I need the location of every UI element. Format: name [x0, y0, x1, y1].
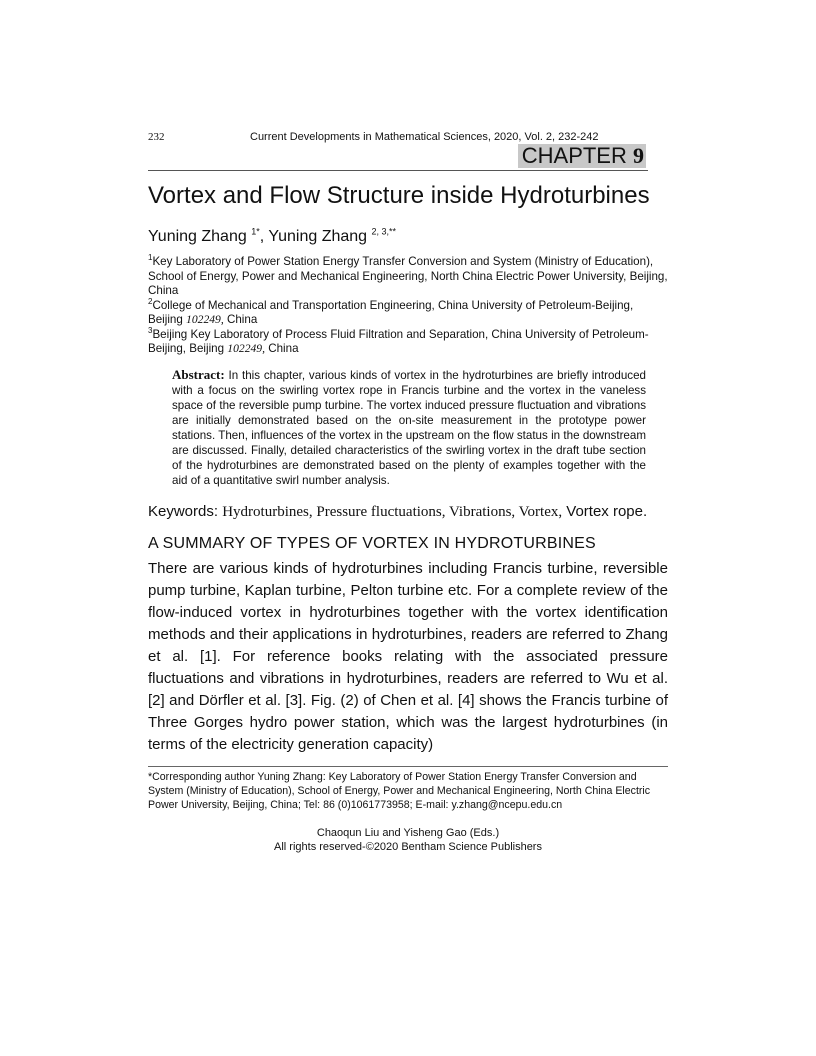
affil-text: Beijing Key Laboratory of Process Fluid Filtration and Separation, China University of Petroleum-Beijing, Beijing — [148, 327, 649, 355]
footnote-rule — [148, 766, 668, 767]
abstract-label: Abstract: — [172, 366, 225, 382]
publication-info — [148, 826, 668, 874]
page-number: 232 — [148, 131, 165, 143]
section-heading: A SUMMARY OF TYPES OF VORTEX IN HYDROTURBINES — [148, 534, 596, 552]
keywords-tail: Vortex rope. — [566, 502, 648, 520]
affil-text: College of Mechanical and Transportation Engineering, China University of Petroleum-Beijing, Beijing — [148, 298, 634, 326]
affil-text: Key Laboratory of Power Station Energy Transfer Conversion and System (Ministry of Education), School of Energy, Power and Mechanical Engineering, North China Electric Power University, Beijing, China — [148, 255, 668, 297]
page-content — [148, 0, 668, 874]
postal-code: 102249, — [186, 313, 224, 326]
affiliation — [148, 325, 668, 357]
chapter-number: 9 — [633, 143, 644, 168]
footnote: *Corresponding author Yuning Zhang: Key Laboratory of Power Station Energy Transfer Conversion and System (Ministry of Education), School of Energy, Power and Mechanical Engineering, North China Electric Power University, Beijing, China; Tel: 86 (0)1061773958; E-mail: y.zhang@ncepu.edu.cn — [148, 770, 651, 811]
journal-header: Current Developments in Mathematical Sciences, 2020, Vol. 2, 232-242 — [250, 131, 599, 143]
chapter-label — [518, 144, 646, 168]
body-paragraph: There are various kinds of hydroturbines including Francis turbine, reversible pump turbine, Kaplan turbine, Pelton turbine etc. For a complete review of the flow-induced vortex in hydroturbines together with the vortex identification methods and their applications in hydroturbines, readers are referred to Zhang et al. [1]. For reference books relating with the associated pressure fluctuations and vibrations in hydroturbines, readers are referred to Wu et al. [2] and Dörfler et al. [3]. Fig. (2) of Chen et al. [4] shows the Francis turbine of Three Gorges hydro power station, which was the largest hydroturbines (in terms of the electricity generation capacity) — [148, 559, 668, 753]
affil-sup: 2 — [148, 296, 153, 306]
copyright: All rights reserved-©2020 Bentham Science Publishers — [274, 840, 542, 853]
author-name: Yuning Zhang — [148, 228, 247, 245]
affil-tail: China — [268, 342, 299, 355]
chapter-title: Vortex and Flow Structure inside Hydroturbines — [148, 182, 650, 209]
keywords-label: Keywords: — [148, 502, 219, 520]
affil-sup: 3 — [148, 325, 153, 335]
abstract-text: In this chapter, various kinds of vortex in the hydroturbines are briefly introduced with a focus on the swirling vortex rope in Francis turbine and the vortex in the vaneless space of the reversible pump turbine. The vortex induced pressure fluctuation and vibrations are initially demonstrated based on the on-site measurement in the prototype power stations. Then, influences of the vortex in the upstream on the flow status in the downstream are discussed. Finally, detailed characteristics of the swirling vortex in the draft tube section of the hydroturbines are demonstrated based on the plenty of examples together with the aid of a quantitative swirl number analysis. — [172, 368, 646, 487]
author-sup: 2, 3,** — [371, 226, 397, 237]
affil-tail: China — [226, 313, 258, 326]
postal-code: 102249, — [227, 342, 265, 355]
author-sup: 1* — [251, 226, 260, 237]
affiliations — [148, 255, 668, 357]
keywords — [148, 502, 668, 522]
keywords-text: Hydroturbines, Pressure fluctuations, Vibrations, Vortex, — [222, 503, 563, 520]
chapter-word: CHAPTER — [521, 143, 627, 168]
editors: Chaoqun Liu and Yisheng Gao (Eds.) — [316, 826, 500, 839]
affiliation — [148, 255, 668, 299]
chapter-row — [148, 144, 668, 168]
author-name: Yuning Zhang — [268, 228, 368, 245]
header-rule — [148, 170, 648, 171]
affil-sup: 1 — [148, 253, 153, 263]
authors: Yuning Zhang $^{1*}$, Yuning Zhang $^{2, 3,**}$ — [148, 226, 397, 245]
abstract — [172, 367, 646, 488]
affiliation — [148, 296, 668, 328]
